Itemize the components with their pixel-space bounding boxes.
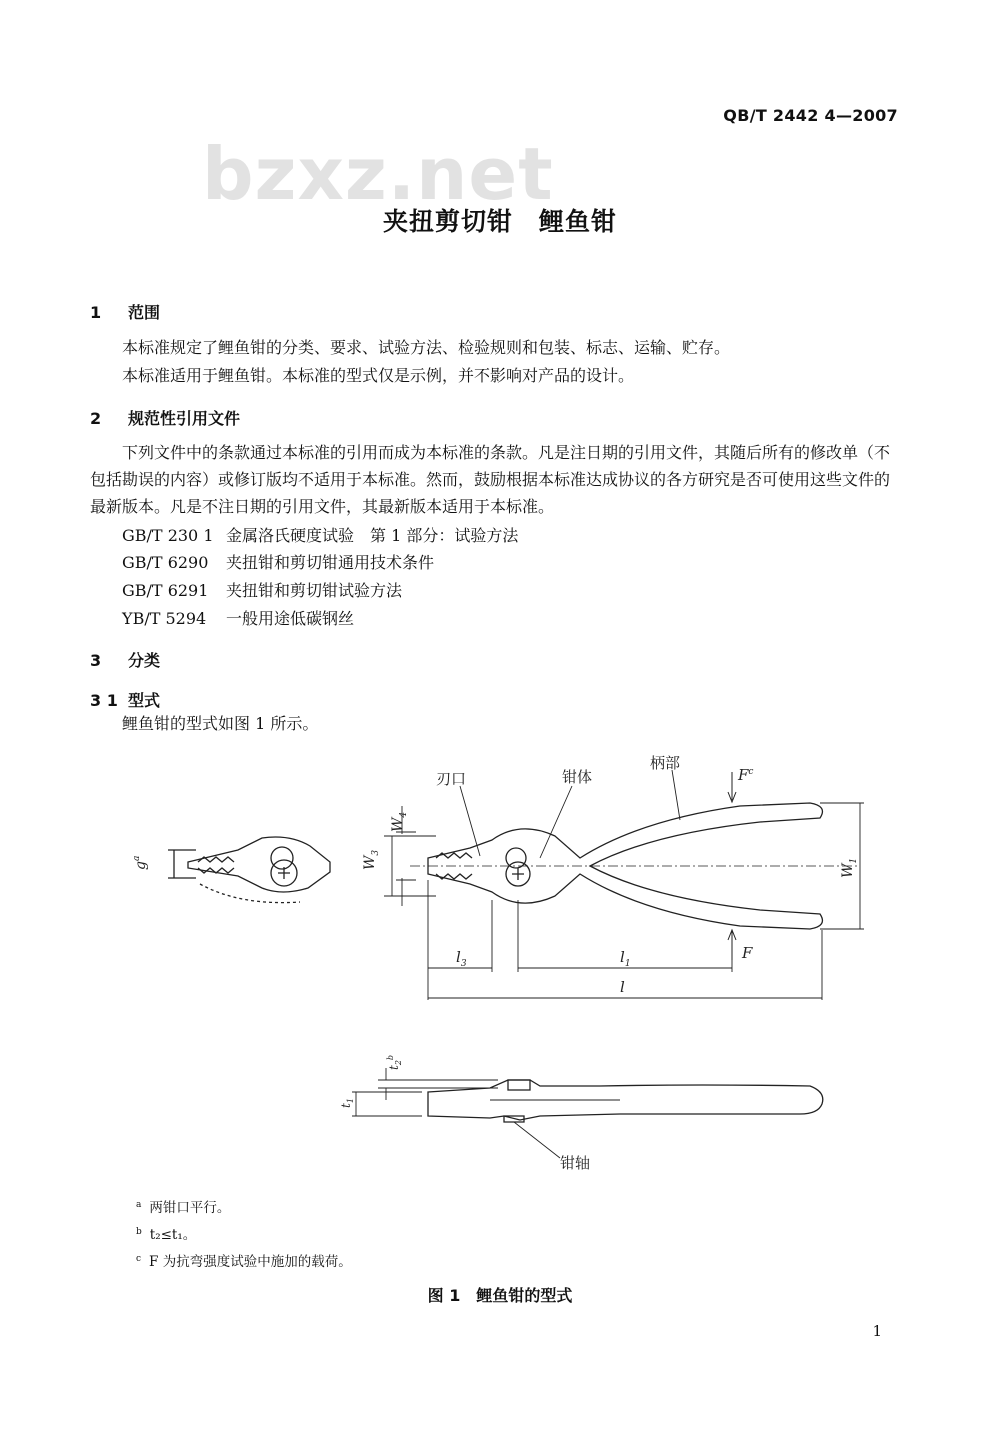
W4-label: $W_4$: [390, 811, 409, 832]
reference-item: [122, 550, 434, 573]
reference-code: GB/T 230 1: [122, 526, 214, 545]
g-label: $g^a$: [132, 855, 149, 870]
footnote-mark: a: [136, 1199, 142, 1210]
section-2-heading: [90, 406, 240, 429]
pliers-figure: [0, 740, 1000, 1190]
reference-item: [122, 578, 402, 601]
W1-label: $W_1$: [840, 857, 859, 878]
reference-title: 一般用途低碳钢丝: [226, 609, 355, 628]
reference-code: YB/T 5294: [122, 609, 207, 628]
section-title: 规范性引用文件: [128, 409, 241, 428]
t1-label: $t_1$: [339, 1098, 355, 1108]
section-3-1-heading: [90, 688, 160, 711]
t2-label: $t_2^b$: [386, 1054, 403, 1070]
reference-item: [122, 523, 518, 546]
footnote: [136, 1250, 352, 1270]
handle-label: 柄部: [650, 754, 681, 772]
section-title: 型式: [128, 691, 161, 710]
footnote-mark: b: [136, 1226, 142, 1237]
figure-caption: 图 1 鲤鱼钳的型式: [427, 1286, 573, 1305]
reference-item: [122, 606, 354, 629]
reference-code: GB/T 6291: [122, 581, 209, 600]
body-label: 钳体: [562, 768, 593, 786]
watermark: bzxz.net: [202, 132, 554, 216]
force-top-label: $F^c$: [738, 766, 754, 784]
section-title: 分类: [128, 651, 161, 670]
W3-label: $W_3$: [362, 849, 381, 870]
blade-label: 刃口: [436, 770, 467, 788]
paragraph: 下列文件中的条款通过本标准的引用而成为本标准的条款。凡是注日期的引用文件，其随后所有的修改单（不包括勘误的内容）或修订版均不适用于本标准。然而，鼓励根据本标准达成协议的各方研究是否可使用这些文件的最新版本。凡是不注日期的引用文件，其最新版本适用于本标准。: [90, 443, 891, 516]
footnote: [136, 1223, 196, 1243]
footnote-text: F 为抗弯强度试验中施加的载荷。: [149, 1254, 352, 1270]
section-number: 3 1: [90, 691, 118, 710]
section-number: 2: [90, 409, 102, 428]
reference-title: 夹扭钳和剪切钳通用技术条件: [226, 553, 435, 572]
footnote: [136, 1196, 230, 1216]
l1-label: $l_1$: [620, 948, 631, 969]
paragraph: 鲤鱼钳的型式如图 1 所示。: [122, 714, 319, 733]
force-bottom-label: F: [742, 944, 753, 962]
section-3-heading: [90, 648, 160, 671]
pliers-top-view: [410, 803, 860, 929]
page-number: 1: [872, 1322, 882, 1340]
pliers-side-view: [428, 1080, 823, 1122]
footnote-text: t₂≤t₁。: [149, 1227, 197, 1243]
reference-title: 夹扭钳和剪切钳试验方法: [226, 581, 403, 600]
reference-code: GB/T 6290: [122, 553, 209, 572]
l-label: l: [620, 978, 625, 996]
section-number: 3: [90, 651, 102, 670]
standard-code: QB/T 2442 4—2007: [723, 106, 898, 125]
paragraph: 本标准规定了鲤鱼钳的分类、要求、试验方法、检验规则和包装、标志、运输、贮存。: [122, 338, 731, 357]
footnote-mark: c: [136, 1253, 142, 1264]
jaw-detail-drawing: [168, 837, 330, 903]
l3-label: $l_3$: [456, 948, 467, 969]
reference-title: 金属洛氏硬度试验 第 1 部分：试验方法: [226, 526, 519, 545]
footnote-text: 两钳口平行。: [149, 1200, 231, 1216]
document-title: 夹扭剪切钳 鲤鱼钳: [382, 207, 617, 236]
section-1-heading: [90, 300, 160, 323]
axle-label: 钳轴: [560, 1154, 591, 1172]
paragraph: 本标准适用于鲤鱼钳。本标准的型式仅是示例，并不影响对产品的设计。: [122, 366, 635, 385]
section-title: 范围: [128, 303, 161, 322]
section-number: 1: [90, 303, 102, 322]
